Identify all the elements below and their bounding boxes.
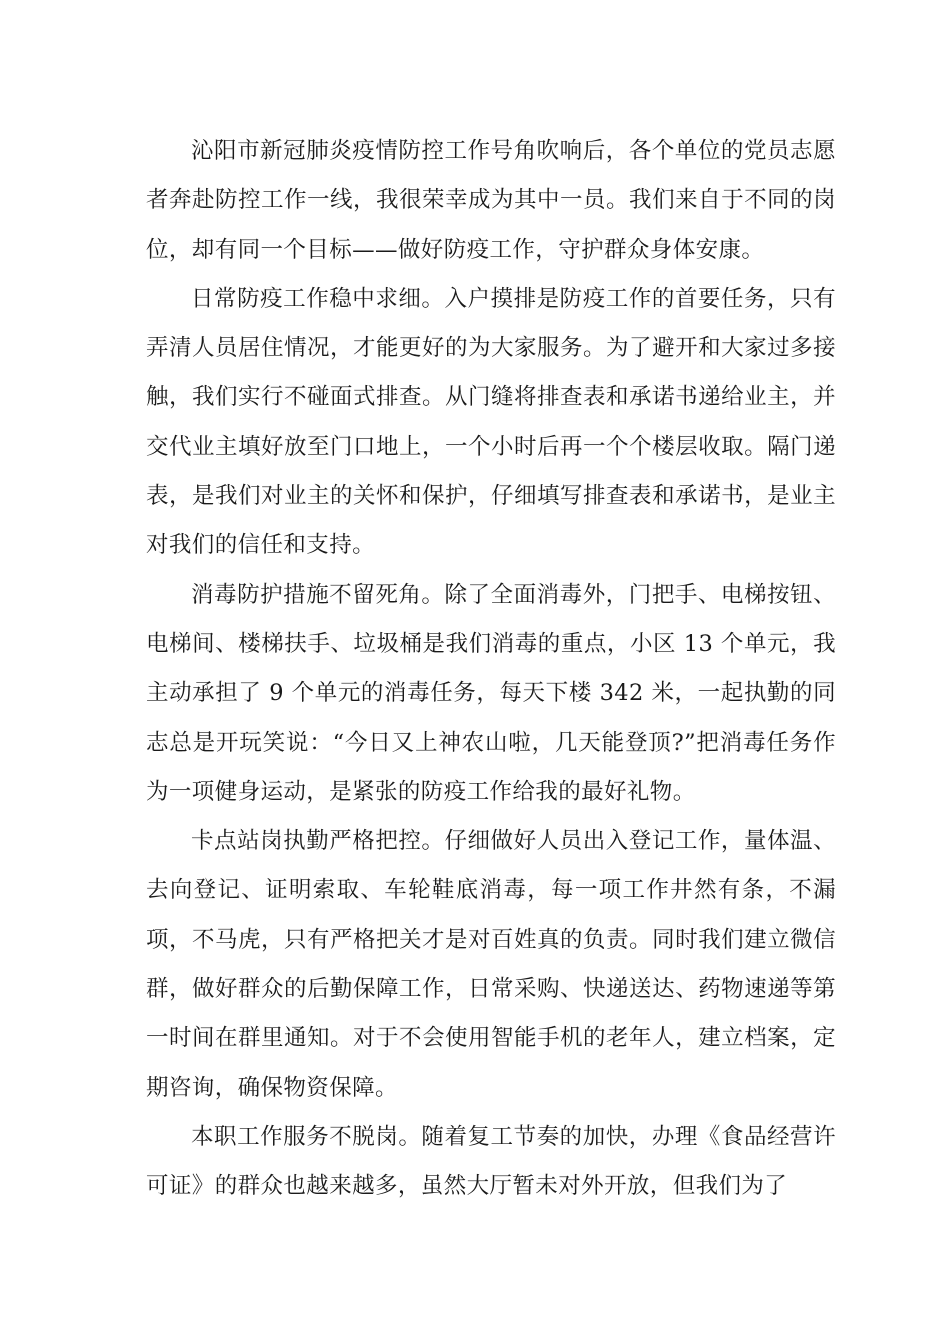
paragraph-disinfection: 消毒防护措施不留死角。除了全面消毒外，门把手、电梯按钮、电梯间、楼梯扶手、垃圾桶是我们消毒的重点，小区 13 个单元，我主动承担了 9 个单元的消毒任务，每天下楼 342 米，一起执勤的同志总是开玩笑说：“今日又上神农山啦，几天能登顶?”把消毒任务作为一项健身运动，是紧张的防疫工作给我的最好礼物。 bbox=[146, 581, 836, 805]
document-body bbox=[146, 127, 836, 1212]
paragraph-daily-prevention: 日常防疫工作稳中求细。入户摸排是防疫工作的首要任务，只有弄清人员居住情况，才能更好的为大家服务。为了避开和大家过多接触，我们实行不碰面式排查。从门缝将排查表和承诺书递给业主，并交代业主填好放至门口地上，一个小时后再一个个楼层收取。隔门递表，是我们对业主的关怀和保护，仔细填写排查表和承诺书，是业主对我们的信任和支持。 bbox=[146, 285, 836, 559]
paragraph-checkpoint-duty: 卡点站岗执勤严格把控。仔细做好人员出入登记工作，量体温、去向登记、证明索取、车轮鞋底消毒，每一项工作井然有条，不漏项，不马虎，只有严格把关才是对百姓真的负责。同时我们建立微信群，做好群众的后勤保障工作，日常采购、快递送达、药物速递等第一时间在群里通知。对于不会使用智能手机的老年人，建立档案，定期咨询，确保物资保障。 bbox=[146, 828, 836, 1101]
paragraph-regular-work: 本职工作服务不脱岗。随着复工节奏的加快，办理《食品经营许可证》的群众也越来越多，虽然大厅暂未对外开放，但我们为了 bbox=[146, 1123, 836, 1200]
paragraph-intro: 沁阳市新冠肺炎疫情防控工作号角吹响后，各个单位的党员志愿者奔赴防控工作一线，我很荣幸成为其中一员。我们来自于不同的岗位，却有同一个目标——做好防疫工作，守护群众身体安康。 bbox=[146, 138, 836, 263]
